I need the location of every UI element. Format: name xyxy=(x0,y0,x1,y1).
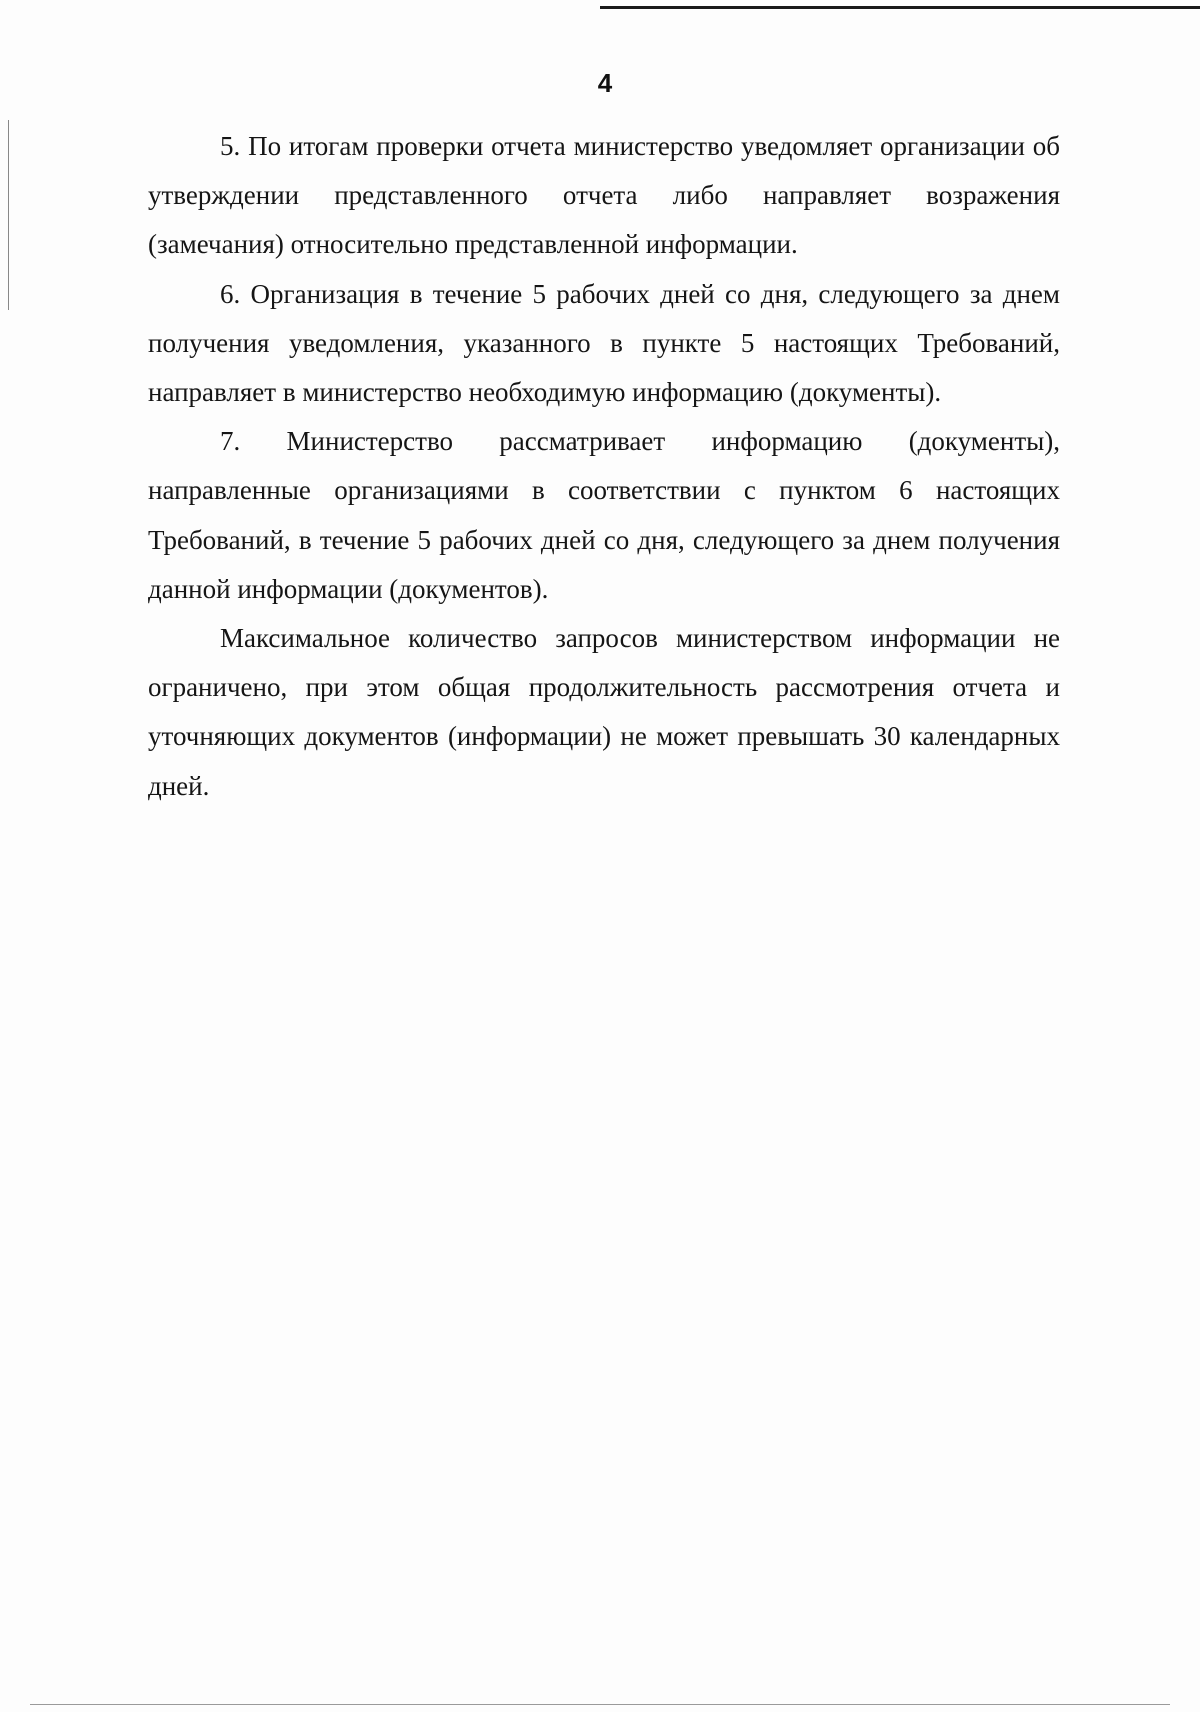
page-number: 4 xyxy=(597,68,613,98)
document-body xyxy=(148,122,1060,811)
paragraph-5: 5. По итогам проверки отчета министерство уведомляет организации об утверждении представленного отчета либо направляет возражения (замечания) относительно представленной информации. xyxy=(148,131,1060,260)
scan-edge-left xyxy=(8,120,9,310)
paragraph-7: 7. Министерство рассматривает информацию (документы), направленные организациями в соответствии с пунктом 6 настоящих Требований, в течение 5 рабочих дней со дня, следующего за днем получения данной информации (документов). xyxy=(148,426,1060,604)
paragraph-6: 6. Организация в течение 5 рабочих дней со дня, следующего за днем получения уведомления, указанного в пункте 5 настоящих Требований, направляет в министерство необходимую информацию (документы). xyxy=(148,278,1060,408)
paragraph-max-requests: Максимальное количество запросов министерством информации не ограничено, при этом общая продолжительность рассмотрения отчета и уточняющих документов (информации) не может превышать 30 календарных дней. xyxy=(148,623,1060,801)
scan-edge-top xyxy=(600,6,1200,9)
scan-edge-bottom xyxy=(30,1704,1170,1705)
